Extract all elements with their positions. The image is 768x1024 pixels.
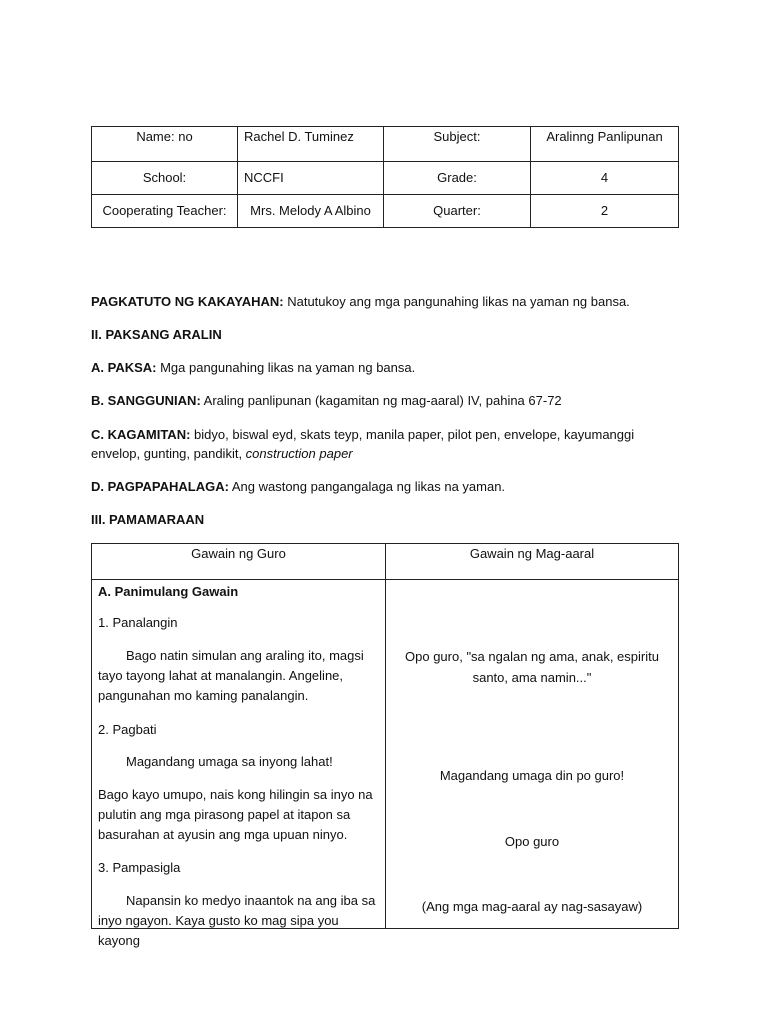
table-row: [92, 162, 679, 195]
grade-value: 4: [531, 162, 679, 195]
kagamitan-label: C. KAGAMITAN:: [91, 427, 191, 442]
pampasigla-text: Napansin ko medyo inaantok na ang iba sa inyo ngayon. Kaya gusto ko mag sipa you kayong: [98, 893, 376, 948]
grade-label: Grade:: [384, 162, 531, 195]
paksa: [91, 358, 681, 377]
name-value: Rachel D. Tuminez: [238, 127, 384, 162]
student-cell: [386, 580, 679, 929]
pagpapahalaga-label: D. PAGPAPAHALAGA:: [91, 479, 229, 494]
teacher-cell: [92, 580, 386, 948]
objective-label: PAGKATUTO NG KAKAYAHAN:: [91, 294, 284, 309]
quarter-value: 2: [531, 195, 679, 228]
paksa-label: A. PAKSA:: [91, 360, 157, 375]
table-row: [92, 580, 679, 929]
table-row: [92, 195, 679, 228]
panimulang-gawain-heading: A. Panimulang Gawain: [98, 584, 239, 599]
step-panalangin: 1. Panalangin: [98, 615, 178, 630]
student-column-header: Gawain ng Mag-aaral: [386, 544, 679, 580]
subject-value: Aralinng Panlipunan: [531, 127, 679, 162]
pagbati-text: Magandang umaga sa inyong lahat!: [126, 754, 333, 769]
teacher-value: Mrs. Melody A Albino: [238, 195, 384, 228]
school-label: School:: [92, 162, 238, 195]
sanggunian: [91, 391, 681, 410]
response-nagsasayaw: (Ang mga mag-aaral ay nag-sasayaw): [421, 899, 643, 914]
section-ii-label: II. PAKSANG ARALIN: [91, 327, 222, 342]
pagpapahalaga: [91, 477, 681, 496]
teacher-label: Cooperating Teacher:: [92, 195, 238, 228]
sanggunian-text: Araling panlipunan (kagamitan ng mag-aaral) IV, pahina 67-72: [200, 393, 562, 408]
info-table: [91, 126, 679, 228]
objective-text: Natutukoy ang mga pangunahing likas na yaman ng bansa.: [283, 294, 630, 309]
subject-label: Subject:: [384, 127, 531, 162]
school-value: NCCFI: [238, 162, 384, 195]
table-header-row: [92, 544, 679, 580]
section-ii-heading: [91, 325, 681, 344]
panalangin-text: Bago natin simulan ang araling ito, magsi tayo tayong lahat at manalangin. Angeline, pangunahan mo kaming panalangin.: [98, 648, 364, 703]
sanggunian-label: B. SANGGUNIAN:: [91, 393, 201, 408]
paksa-text: Mga pangunahing likas na yaman ng bansa.: [156, 360, 416, 375]
name-label: Name: no: [92, 127, 238, 162]
objective: [91, 292, 681, 311]
procedure-table: [91, 543, 679, 948]
step-pagbati: 2. Pagbati: [98, 722, 157, 737]
table-row: [92, 127, 679, 162]
response-panalangin: Opo guro, "sa ngalan ng ama, anak, espiritu santo, ama namin...": [405, 649, 659, 685]
kagamitan-text: bidyo, biswal eyd, skats teyp, manila paper, pilot pen, envelope, kayumanggi envelop, gunting, pandikit,: [91, 427, 635, 461]
pagpapahalaga-text: Ang wastong pangangalaga ng likas na yaman.: [228, 479, 506, 494]
kagamitan-italic: construction paper: [245, 446, 353, 461]
response-pagbati: Magandang umaga din po guro!: [439, 768, 625, 783]
teacher-column-header: Gawain ng Guro: [92, 544, 386, 580]
pagbati-text-2: Bago kayo umupo, nais kong hilingin sa inyo na pulutin ang mga pirasong papel at itapon sa basurahan at ayusin ang mga upuan ninyo.: [98, 787, 373, 842]
quarter-label: Quarter:: [384, 195, 531, 228]
kagamitan: [91, 425, 681, 463]
step-pampasigla: 3. Pampasigla: [98, 860, 181, 875]
section-iii-label: III. PAMAMARAAN: [91, 512, 205, 527]
response-opo-guro: Opo guro: [504, 834, 560, 849]
section-iii-heading: [91, 510, 681, 529]
